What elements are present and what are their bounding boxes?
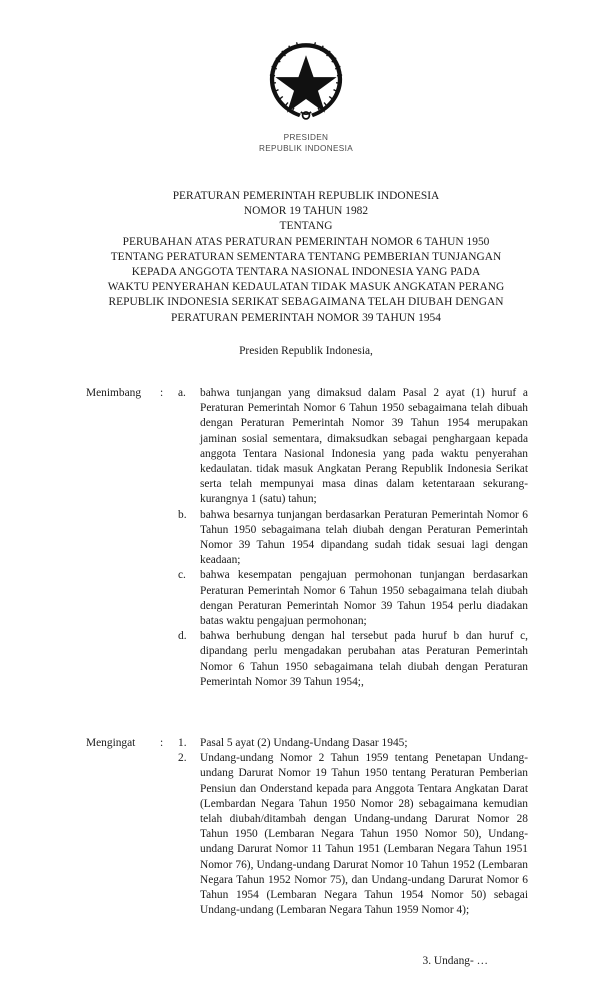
title-line-6: KEPADA ANGGOTA TENTARA NASIONAL INDONESIA YANG PADA — [131, 266, 481, 279]
mengingat-section — [86, 736, 528, 918]
mengingat-items — [178, 736, 528, 918]
item-text: bahwa tunjangan yang dimaksud dalam Pasal 2 ayat (1) huruf a Peraturan Pemerintah Nomor 6 Tahun 1950 sebagaimana telah dibuah dengan Peraturan Pemerintah Nomor 39 Tahun 1954 merupakan jaminan sosial sementara, dimaksudkan sebagai penghargaan kepada anggota Tentara Nasional Indonesia yang pada waktu penyerahan kedaulatan. tidak masuk Angkatan Perang Republik Indonesia Serikat serta telah mempunyai masa dinas dalam ketentaraan sekurang-kurangnya 1 (satu) tahun; — [200, 387, 528, 506]
title-line-7: WAKTU PENYERAHAN KEDAULATAN TIDAK MASUK ANGKATAN PERANG — [107, 281, 505, 294]
item-marker: 1. — [178, 737, 187, 749]
item-text: Undang-undang Nomor 2 Tahun 1959 tentang Penetapan Undang-undang Darurat Nomor 19 Tahun 1950 tentang Peraturan Pemberian Pensiun dan Onderstand kepada para Anggota Tentara Angkatan Darat (Lembardan Negara Tahun 1950 Nomor 28) sebagaimana kemudian telah diubah/ditambah dengan Undang-undang Darurat Nomor 28 Tahun 1950 (Lembaran Negara Tahun 1950 Nomor 50), Undang-undang Darurat Nomor 11 Tahun 1951 (Lembaran Negara Tahun 1951 Nomor 76), Undang-undang Darurat Nomor 10 Tahun 1952 (Lembaran Negara Tahun 1952 Nomor 75), dan Undang-undang Darurat Nomor 6 Tahun 1954 (Lembaran Negara Tahun 1954 Nomor 50) sebagai Undang-undang (Lembaran Negara Tahun 1959 Nomor 4); — [200, 752, 528, 917]
garuda-star-wreath-emblem — [263, 38, 349, 124]
list-item — [178, 386, 528, 508]
title-line-4: PERUBAHAN ATAS PERATURAN PEMERINTAH NOMOR 6 TAHUN 1950 — [122, 235, 490, 248]
title-line-2: NOMOR 19 TAHUN 1982 — [243, 205, 369, 218]
item-text: bahwa berhubung dengan hal tersebut pada huruf b dan huruf c, dipandang perlu mengadakan perubahan atas Peraturan Pemerintah Nomor 6 Tahun 1950 sebagaimana telah diubah dengan Peraturan Pemerintah Nomor 39 Tahun 1954;, — [200, 630, 528, 688]
mengingat-label: Mengingat — [86, 737, 136, 749]
list-item — [178, 736, 528, 751]
list-item — [178, 751, 528, 918]
menimbang-items — [178, 386, 528, 690]
list-item — [178, 568, 528, 629]
menimbang-label: Menimbang — [86, 387, 142, 399]
emblem-caption-line-2: REPUBLIK INDONESIA — [258, 144, 354, 153]
continuation-text: 3. Undang- … — [422, 955, 488, 967]
title-line-8: REPUBLIK INDONESIA SERIKAT SEBAGAIMANA TELAH DIUBAH DENGAN — [108, 296, 504, 309]
emblem-block — [0, 38, 612, 154]
item-marker: a. — [178, 387, 186, 399]
item-marker: c. — [178, 569, 186, 582]
item-marker: d. — [178, 630, 187, 643]
list-item — [178, 629, 528, 690]
title-line-9: PERATURAN PEMERINTAH NOMOR 39 TAHUN 1954 — [171, 311, 441, 324]
item-text: bahwa besarnya tunjangan berdasarkan Peraturan Pemerintah Nomor 6 Tahun 1950 sebagaimana telah diubah dengan Peraturan Pemerintah Nomor 39 Tahun 1954 dipandang sudah tidak sesuai lagi dengan keadaan; — [200, 508, 528, 567]
menimbang-section — [86, 386, 528, 690]
item-marker: 2. — [178, 752, 187, 765]
title-line-1: PERATURAN PEMERINTAH REPUBLIK INDONESIA — [172, 190, 440, 202]
mengingat-colon: : — [160, 737, 164, 749]
title-line-5: TENTANG PERATURAN SEMENTARA TENTANG PEMBERIAN TUNJANGAN — [110, 250, 502, 263]
emblem-caption — [0, 132, 612, 154]
menimbang-colon: : — [160, 387, 164, 399]
item-marker: b. — [178, 508, 187, 521]
title-line-3: TENTANG — [279, 220, 333, 233]
continuation-note — [86, 955, 528, 967]
item-text: bahwa kesempatan pengajuan permohonan tunjangan berdasarkan Peraturan Pemerintah Nomor 6 Tahun 1950 sebagaimana telah diubah dengan Peraturan Pemerintah Nomor 39 Tahun 1954 perlu diadakan batas waktu pengajuan permohonan; — [200, 569, 528, 628]
opening-line: Presiden Republik Indonesia, — [239, 345, 373, 357]
document-title — [56, 189, 556, 326]
item-text: Pasal 5 ayat (2) Undang-Undang Dasar 1945; — [200, 737, 408, 749]
list-item — [178, 508, 528, 569]
emblem-caption-line-1: PRESIDEN — [283, 133, 329, 142]
